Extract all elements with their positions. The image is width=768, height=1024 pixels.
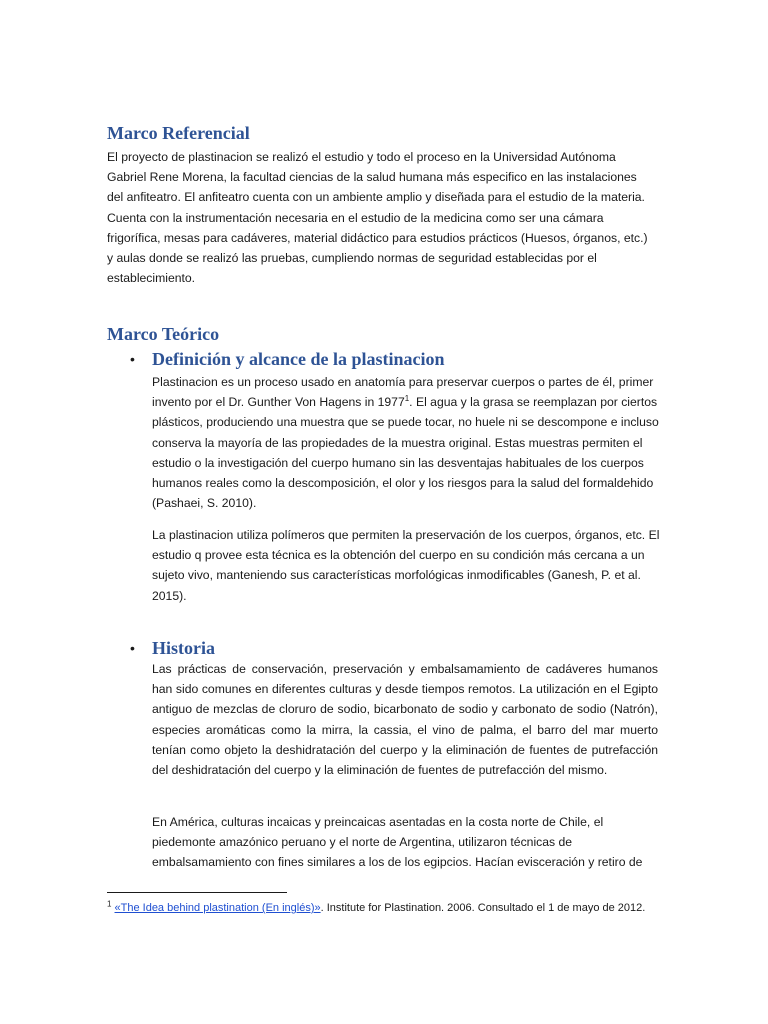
- heading-marco-teorico: Marco Teórico: [107, 324, 220, 344]
- paragraph-marco-referencial: El proyecto de plastinacion se realizó el estudio y todo el proceso en la Universidad Autónoma Gabriel Rene Morena, la facultad ciencias de la salud humana más especifico en las instalaciones del anfiteatro. El anfiteatro cuenta con un ambiente amplio y diseñada para el estudio de la materia. Cuenta con la instrumentación necesaria en el estudio de la medicina como ser una cámara frigorífica, mesas para cadáveres, material didáctico para estudios prácticos (Huesos, órganos, etc.) y aulas donde se realizó las pruebas, cumpliendo normas de seguridad establecidas por el establecimiento.: [107, 150, 648, 286]
- heading-marco-referencial: Marco Referencial: [107, 123, 250, 143]
- footnote: [107, 900, 647, 917]
- footnote-separator: [107, 892, 287, 893]
- paragraph-definicion-2: La plastinacion utiliza polímeros que permiten la preservación de los cuerpos, órganos, etc. El estudio q provee esta técnica es la obtención del cuerpo en su condición más cercana a un sujeto vivo, manteniendo sus características morfológicas inmodificables (Ganesh, P. et al. 2015).: [152, 528, 660, 603]
- heading-definicion: Definición y alcance de la plastinacion: [152, 349, 445, 369]
- footnote-ref[interactable]: 1: [404, 394, 410, 404]
- bullet-icon: [130, 348, 140, 368]
- paragraph-historia-2: En América, culturas incaicas y preincaicas asentadas en la costa norte de Chile, el piedemonte amazónico peruano y el norte de Argentina, utilizaron técnicas de embalsamamiento con fines similares a los de los egipcios. Hacían evisceración y retiro de: [152, 815, 643, 870]
- paragraph-definicion-1: [152, 372, 662, 513]
- paragraph-historia-1: Las prácticas de conservación, preservación y embalsamamiento de cadáveres humanos han sido comunes en diferentes culturas y desde tiempos remotos. La utilización en el Egipto antiguo de mezclas de cloruro de sodio, bicarbonato de sodio y carbonato de sodio (Natrón), especies aromáticas como la mirra, la cassia, el vino de palma, el barro del mar muerto tenían como objeto la deshidratación del cuerpo y la eliminación de fuentes de putrefacción del deshidratación del cuerpo y la eliminación de fuentes de putrefacción del mismo.: [152, 662, 658, 778]
- bullet-icon: [130, 637, 140, 657]
- footnote-marker: 1: [107, 899, 112, 909]
- footnote-text: . Institute for Plastination. 2006. Consultado el 1 de mayo de 2012.: [320, 902, 646, 914]
- footnote-link[interactable]: «The Idea behind plastination (En inglés)»: [114, 902, 321, 914]
- definicion-text-a: Plastinacion es un proceso usado en anatomía para preservar cuerpos o partes de él, primer invento por el Dr. Gunther Von Hagens in 1977: [152, 375, 654, 410]
- heading-historia: Historia: [152, 638, 215, 658]
- definicion-text-b: . El agua y la grasa se reemplazan por ciertos plásticos, produciendo una muestra que se puede tocar, no huele ni se descompone e incluso conserva la mayoría de las propiedades de la muestra original. Estas muestras permiten el estudio o la investigación del cuerpo humano sin las desventajas habituales de los cuerpos humanos reales como la descomposición, el olor y los riesgos para la salud del formaldehido (Pashaei, S. 2010).: [152, 395, 659, 511]
